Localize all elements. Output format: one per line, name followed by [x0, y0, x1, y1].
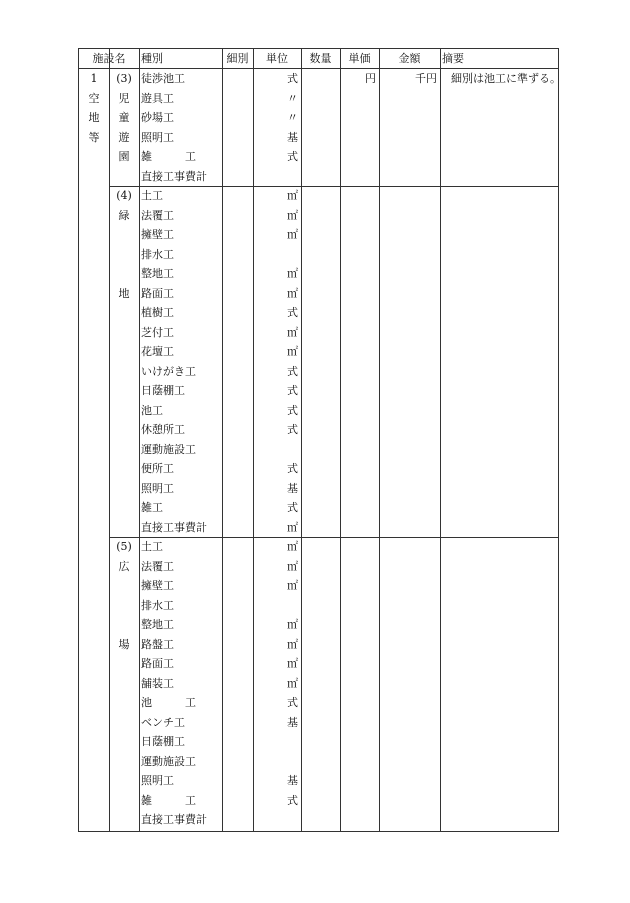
row-unit: ㎡: [287, 637, 298, 651]
row-kind: 日蔭棚工: [141, 735, 185, 748]
header-amount: 金額: [398, 52, 421, 65]
section-label-char: 園: [118, 150, 130, 163]
row-unit: 式: [287, 793, 298, 807]
row-unit: ㎡: [287, 520, 298, 534]
col-divider: [222, 49, 223, 831]
row-kind: 路面工: [141, 286, 174, 300]
row-kind: 法覆工: [141, 208, 174, 222]
row-kind: 排水工: [141, 598, 174, 612]
row-unit: ㎡: [287, 657, 298, 670]
row-unit: 式: [287, 403, 298, 417]
row-unit: 式: [287, 306, 298, 319]
row-kind: 便所工: [141, 462, 174, 475]
row-kind: いけがき工: [141, 364, 196, 378]
row-kind: 排水工: [141, 247, 174, 261]
header-unit: 単位: [266, 52, 288, 65]
row-unit: ㎡: [287, 286, 298, 300]
row-unit: 基: [287, 715, 298, 729]
row-kind: 池工: [141, 403, 163, 417]
col-divider: [139, 49, 140, 831]
row-kind: 雑工: [141, 501, 163, 514]
section-number: (3): [116, 72, 132, 85]
section-label-char: 広: [118, 559, 130, 573]
row-unit: 式: [287, 501, 298, 514]
summary-note: 細別は池工に準ずる。: [451, 72, 561, 85]
amount-currency: 千円: [415, 72, 437, 85]
row-kind: 擁壁工: [141, 579, 174, 592]
col-divider: [301, 49, 302, 831]
row-unit: 式: [287, 462, 298, 475]
row-unit: ㎡: [287, 325, 298, 339]
row-unit: 基: [287, 481, 298, 495]
row-kind: 路盤工: [141, 637, 174, 651]
section-label-char: 地: [118, 286, 130, 300]
header-detail: 細別: [226, 52, 249, 65]
row-kind: 舗装工: [141, 676, 174, 690]
row-kind: 休憩所工: [141, 423, 185, 436]
row-unit: ㎡: [287, 208, 298, 222]
row-kind: 照明工: [141, 481, 174, 495]
row-unit: 〃: [287, 111, 298, 124]
row-kind: 徒渉池工: [141, 72, 185, 85]
header-unit-price: 単価: [348, 52, 371, 65]
header-qty: 数量: [309, 52, 332, 65]
row-unit: 基: [287, 774, 298, 787]
section-label-char: 児: [118, 91, 130, 105]
row-unit: 式: [287, 384, 298, 397]
row-kind: 照明工: [141, 774, 174, 787]
row-kind: 整地工: [141, 618, 174, 631]
row-unit: ㎡: [287, 559, 298, 573]
row-unit: ㎡: [287, 618, 298, 631]
row-kind: 雑 工: [141, 150, 196, 163]
section-label-char: 場: [118, 637, 130, 651]
row-kind: 路面工: [141, 657, 174, 670]
row-unit: ㎡: [287, 579, 298, 592]
row-kind: 雑 工: [141, 793, 196, 807]
col-divider: [379, 49, 380, 831]
row-kind: 運動施設工: [141, 442, 196, 456]
section-label-char: 童: [118, 111, 130, 124]
row-kind: 照明工: [141, 130, 174, 144]
row-kind: 直接工事費計: [141, 169, 207, 183]
row-unit: 式: [287, 72, 298, 85]
row-kind: 池 工: [141, 696, 196, 709]
row-kind: 整地工: [141, 267, 174, 280]
facility-number: 1: [90, 72, 98, 85]
row-kind: 土工: [141, 540, 163, 553]
facility-char: 等: [88, 130, 100, 144]
header-summary: 摘要: [442, 52, 464, 65]
row-kind: 植樹工: [141, 306, 174, 319]
row-unit: ㎡: [287, 189, 298, 202]
row-kind: 直接工事費計: [141, 813, 207, 826]
row-kind: 花壇工: [141, 345, 174, 358]
section-label-char: 緑: [118, 208, 130, 222]
row-kind: 砂場工: [141, 111, 174, 124]
row-kind: 遊具工: [141, 91, 174, 105]
col-divider: [340, 49, 341, 831]
section-number: (5): [116, 540, 132, 553]
row-unit: ㎡: [287, 267, 298, 280]
row-kind: 擁壁工: [141, 228, 174, 241]
row-unit: ㎡: [287, 228, 298, 241]
row-unit: ㎡: [287, 540, 298, 553]
row-kind: 土工: [141, 189, 163, 202]
row-unit: 式: [287, 696, 298, 709]
row-unit: ㎡: [287, 345, 298, 358]
row-kind: 直接工事費計: [141, 520, 207, 534]
row-unit: 式: [287, 150, 298, 163]
header-kind: 種別: [141, 52, 163, 65]
section-label-char: 遊: [118, 130, 130, 144]
col-divider: [440, 49, 441, 831]
unit-price-currency: 円: [365, 72, 376, 85]
row-unit: 式: [287, 423, 298, 436]
facility-char: 地: [88, 111, 100, 124]
facility-char: 空: [88, 91, 100, 105]
row-unit: ㎡: [287, 676, 298, 690]
header-facility: 施設名: [92, 52, 126, 65]
row-unit: 〃: [287, 91, 298, 105]
cost-table: [78, 48, 559, 832]
row-kind: ベンチ工: [141, 715, 185, 729]
row-unit: 基: [287, 130, 298, 144]
section-number: (4): [116, 189, 132, 202]
row-kind: 芝付工: [141, 325, 174, 339]
row-unit: 式: [287, 364, 298, 378]
row-kind: 法覆工: [141, 559, 174, 573]
row-kind: 日蔭棚工: [141, 384, 185, 397]
row-kind: 運動施設工: [141, 754, 196, 768]
